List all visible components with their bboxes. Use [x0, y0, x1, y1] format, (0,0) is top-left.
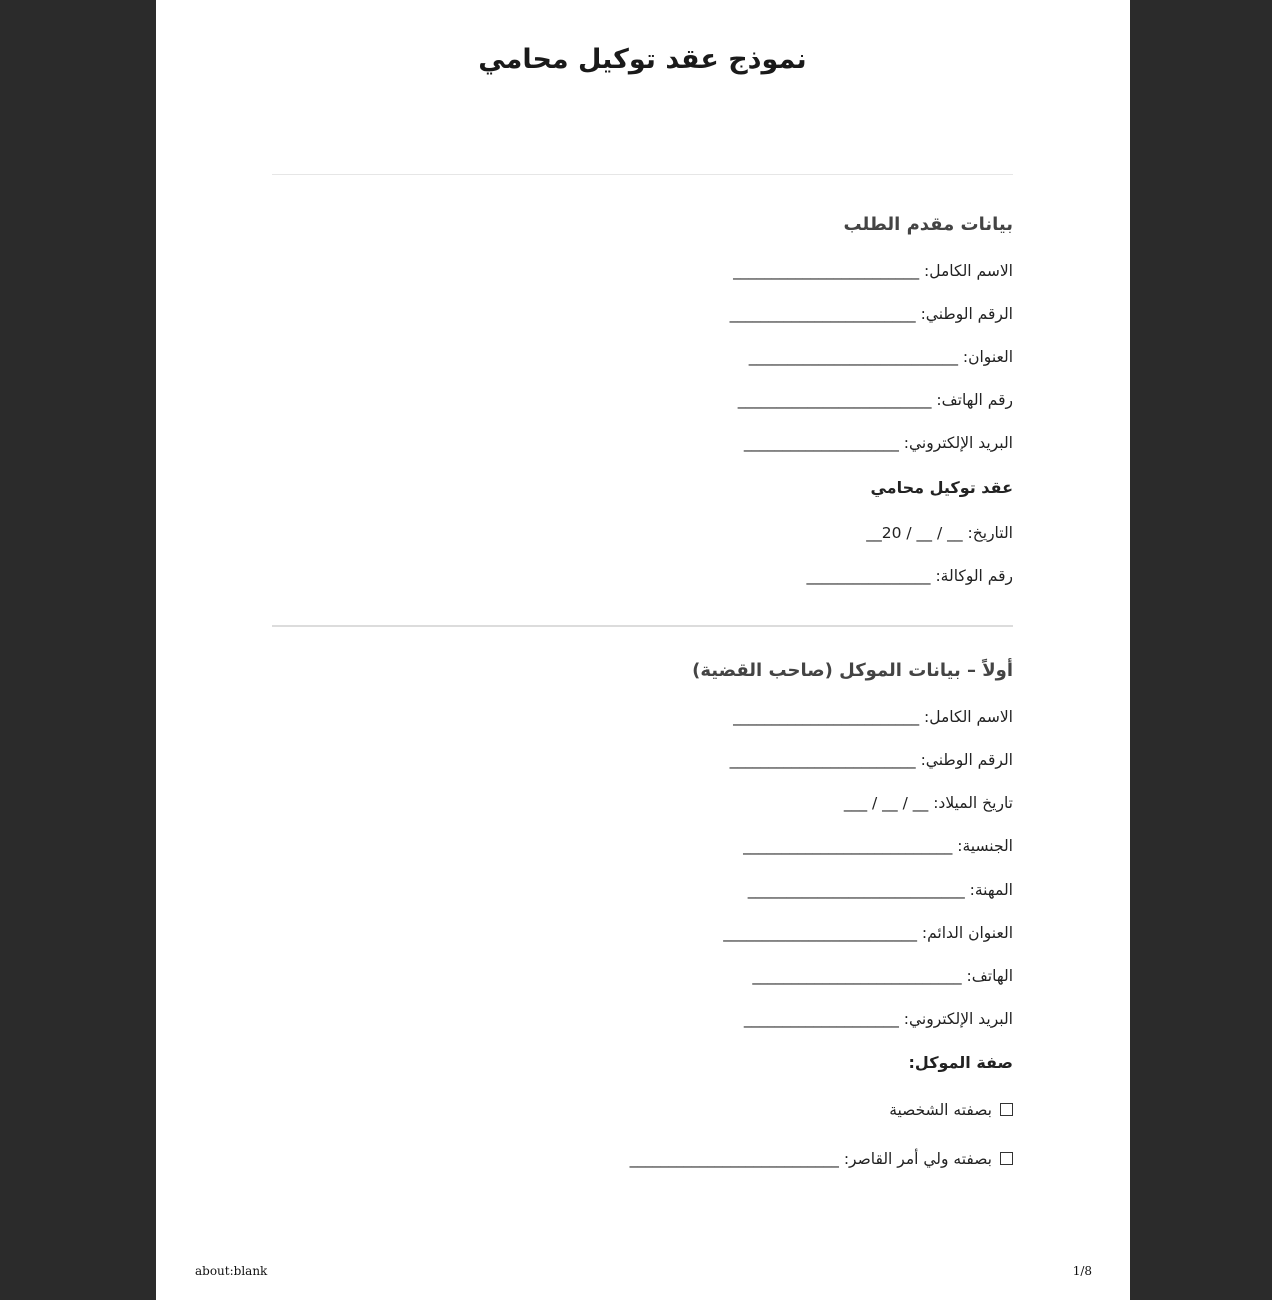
applicant-email-field: البريد الإلكتروني: ____________________: [743, 434, 1013, 452]
client-permanent-address-field: العنوان الدائم: _________________________: [723, 924, 1013, 942]
client-phone-field: الهاتف: ___________________________: [752, 967, 1013, 985]
document-page: [156, 0, 1130, 1300]
applicant-national-id-field: الرقم الوطني: ________________________: [729, 305, 1013, 323]
divider-top: [272, 174, 1013, 175]
capacity-option-guardian: [630, 1150, 1013, 1168]
applicant-full-name-field: الاسم الكامل: ________________________: [733, 262, 1013, 280]
agency-number-field: رقم الوكالة: ________________: [806, 567, 1013, 585]
client-full-name-field: الاسم الكامل: ________________________: [733, 708, 1013, 726]
client-capacity-heading: صفة الموكل:: [908, 1053, 1013, 1072]
contract-heading: عقد توكيل محامي: [870, 478, 1013, 497]
applicant-heading: بيانات مقدم الطلب: [843, 214, 1013, 235]
client-heading: أولاً – بيانات الموكل (صاحب القضية): [692, 660, 1013, 681]
capacity-option-personal: [889, 1101, 1013, 1119]
checkbox-icon: [1000, 1103, 1013, 1116]
applicant-address-field: العنوان: ___________________________: [748, 348, 1013, 366]
client-national-id-field: الرقم الوطني: ________________________: [729, 751, 1013, 769]
capacity-option-guardian-label: بصفته ولي أمر القاصر: ___________________________: [629, 1150, 992, 1168]
client-birth-date-field: تاريخ الميلاد: __ / __ / ___: [843, 794, 1013, 812]
checkbox-icon: [1000, 1152, 1013, 1165]
footer-url: about:blank: [195, 1264, 268, 1278]
contract-date-field: التاريخ: __ / __ / 20__: [866, 524, 1013, 542]
page-title: نموذج عقد توكيل محامي: [478, 44, 807, 75]
client-nationality-field: الجنسية: ___________________________: [743, 837, 1013, 855]
client-email-field: البريد الإلكتروني: ____________________: [743, 1010, 1013, 1028]
applicant-phone-field: رقم الهاتف: _________________________: [737, 391, 1013, 409]
capacity-option-personal-label: بصفته الشخصية: [889, 1101, 992, 1119]
client-profession-field: المهنة: ____________________________: [747, 881, 1013, 899]
divider-middle: [272, 625, 1013, 627]
footer-page-number: 1/8: [1072, 1264, 1092, 1278]
